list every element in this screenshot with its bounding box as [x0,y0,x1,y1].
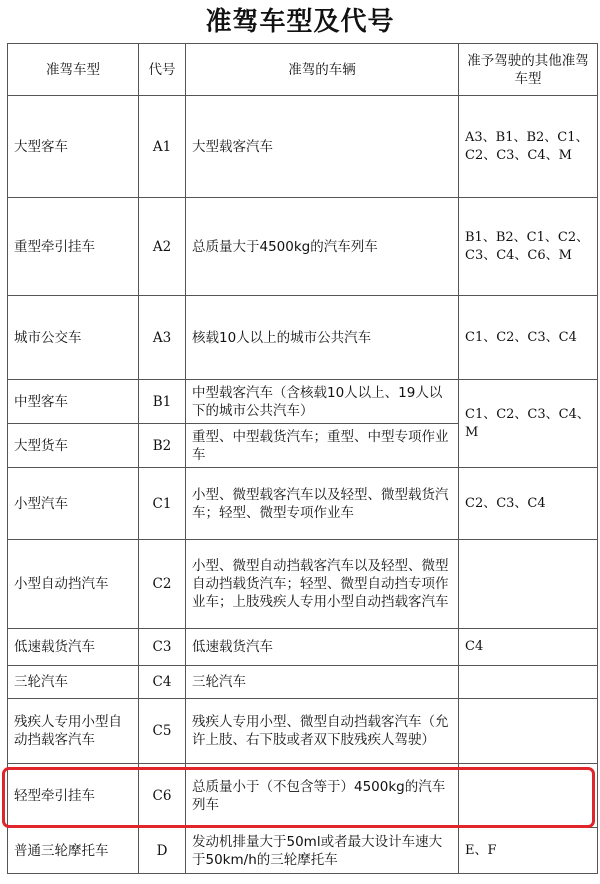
header-type: 准驾车型 [8,44,139,96]
table-row [8,468,598,540]
table-row [8,296,598,380]
cell-vehicles: 核载10人以上的城市公共汽车 [186,296,459,380]
table-row [8,699,598,764]
table-row [8,380,598,424]
cell-code: A3 [139,296,186,380]
cell-code: A1 [139,96,186,198]
table-row-highlighted [8,764,598,828]
cell-type: 轻型牵引挂车 [8,764,139,828]
cell-code: C5 [139,699,186,764]
table-row [8,540,598,629]
cell-code: C4 [139,666,186,699]
cell-other: E、F [459,828,598,874]
table-header-row [8,44,598,96]
cell-vehicles: 低速载货汽车 [186,629,459,666]
cell-type: 小型汽车 [8,468,139,540]
cell-code: C2 [139,540,186,629]
cell-vehicles: 总质量大于4500kg的汽车列车 [186,198,459,296]
cell-other: C1、C2、C3、C4 [459,296,598,380]
cell-code: B1 [139,380,186,424]
cell-other [459,699,598,764]
table-row [8,666,598,699]
cell-other [459,666,598,699]
cell-type: 大型货车 [8,424,139,468]
cell-code: C3 [139,629,186,666]
cell-type: 三轮汽车 [8,666,139,699]
cell-other: C4 [459,629,598,666]
cell-vehicles: 小型、微型载客汽车以及轻型、微型载货汽车；轻型、微型专项作业车 [186,468,459,540]
cell-other: B1、B2、C1、C2、C3、C4、C6、M [459,198,598,296]
table-row [8,198,598,296]
cell-vehicles: 三轮汽车 [186,666,459,699]
header-other: 准予驾驶的其他准驾车型 [459,44,598,96]
table-row [8,629,598,666]
cell-type: 大型客车 [8,96,139,198]
cell-vehicles: 重型、中型载货汽车；重型、中型专项作业车 [186,424,459,468]
table-row [8,96,598,198]
cell-vehicles: 总质量小于（不包含等于）4500kg的汽车列车 [186,764,459,828]
cell-type: 小型自动挡汽车 [8,540,139,629]
cell-type: 低速载货汽车 [8,629,139,666]
cell-vehicles: 残疾人专用小型、微型自动挡载客汽车（允许上肢、右下肢或者双下肢残疾人驾驶） [186,699,459,764]
cell-other [459,540,598,629]
cell-code: B2 [139,424,186,468]
cell-other: C2、C3、C4 [459,468,598,540]
cell-vehicles: 小型、微型自动挡载客汽车以及轻型、微型自动挡载货汽车；轻型、微型自动挡专项作业车；上肢残疾人专用小型自动挡载客汽车 [186,540,459,629]
header-code: 代号 [139,44,186,96]
cell-type: 普通三轮摩托车 [8,828,139,874]
cell-code: D [139,828,186,874]
cell-vehicles: 大型载客汽车 [186,96,459,198]
license-types-table [7,43,598,874]
cell-other: A3、B1、B2、C1、C2、C3、C4、M [459,96,598,198]
page-title: 准驾车型及代号 [205,7,395,37]
table-row [8,828,598,874]
cell-type: 残疾人专用小型自动挡载客汽车 [8,699,139,764]
cell-vehicles: 中型载客汽车（含核载10人以上、19人以下的城市公共汽车） [186,380,459,424]
cell-code: C6 [139,764,186,828]
cell-type: 重型牵引挂车 [8,198,139,296]
cell-type: 中型客车 [8,380,139,424]
cell-vehicles: 发动机排量大于50ml或者最大设计车速大于50km/h的三轮摩托车 [186,828,459,874]
cell-other [459,764,598,828]
cell-code: C1 [139,468,186,540]
cell-other: C1、C2、C3、C4、M [459,380,598,468]
cell-code: A2 [139,198,186,296]
cell-type: 城市公交车 [8,296,139,380]
header-vehicles: 准驾的车辆 [186,44,459,96]
